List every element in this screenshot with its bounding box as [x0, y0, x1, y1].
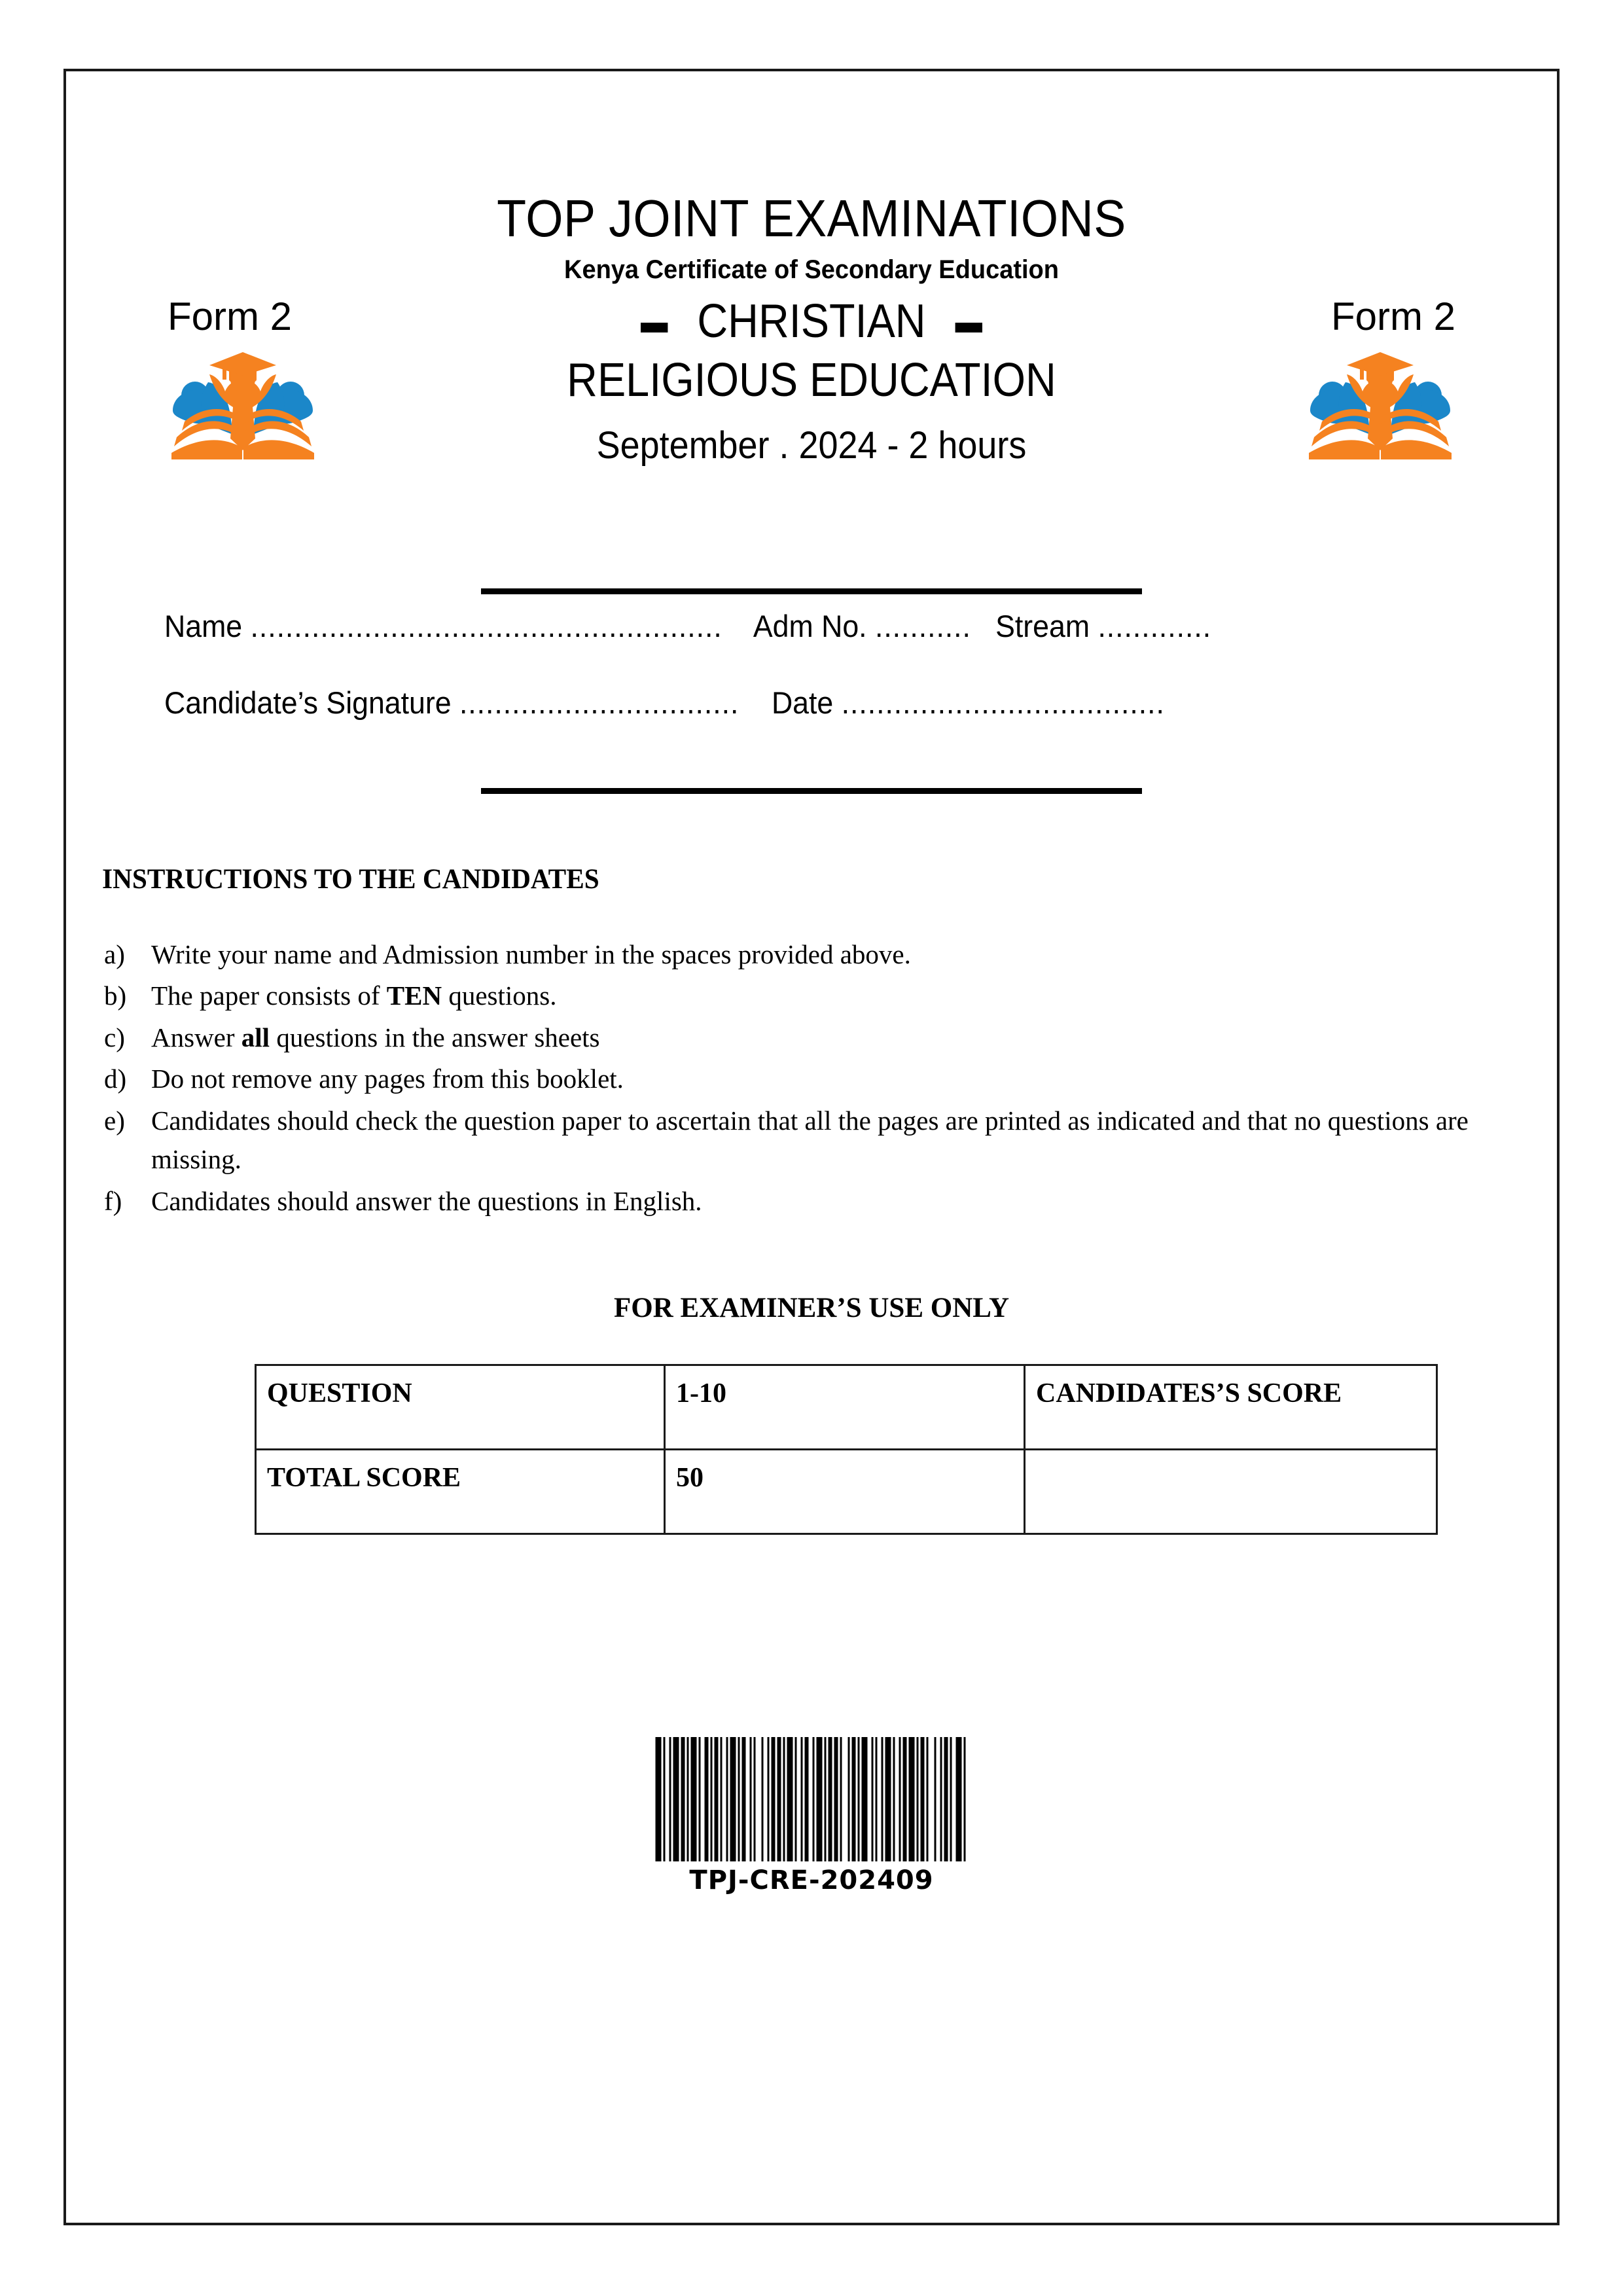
exam-page-border: [63, 69, 1560, 2225]
instruction-marker: c): [104, 1022, 125, 1052]
exam-subtitle: Kenya Certificate of Secondary Education: [564, 255, 1059, 284]
table-cell-score-header: CANDIDATES’S SCORE: [1025, 1365, 1437, 1450]
subject-stack: [419, 297, 1204, 467]
header-block: [66, 71, 1557, 500]
instruction-marker: f): [104, 1185, 122, 1216]
header-divider-top: [481, 588, 1142, 594]
adm-no-input[interactable]: ...........: [874, 609, 971, 643]
instruction-text: Candidates should answer the questions in English.: [151, 1185, 702, 1216]
table-cell-total-score-blank[interactable]: [1025, 1450, 1437, 1534]
name-input[interactable]: ......................................................: [250, 609, 722, 643]
subject-line-2: RELIGIOUS EDUCATION: [567, 353, 1056, 406]
instruction-item: [104, 977, 1524, 1015]
barcode-block: [656, 1737, 968, 1895]
stream-input[interactable]: .............: [1097, 609, 1212, 643]
barcode-label: TPJ-CRE-202409: [689, 1865, 934, 1895]
barcode-image: [656, 1737, 968, 1861]
date-label: Date: [771, 685, 834, 720]
instruction-item: [104, 935, 1524, 974]
table-cell-question-label: QUESTION: [256, 1365, 665, 1450]
instruction-text: Do not remove any pages from this booklet.: [151, 1064, 624, 1094]
candidate-signature-row: [164, 685, 1419, 721]
dash-left-icon: [641, 323, 668, 332]
school-logo-left: [168, 342, 318, 459]
signature-label: Candidate’s Signature: [164, 685, 452, 720]
date-input[interactable]: .....................................: [841, 685, 1165, 720]
date-duration: September . 2024 - 2 hours: [596, 423, 1027, 467]
form-label-left: Form 2: [168, 295, 293, 338]
instruction-text: Answer all questions in the answer sheets: [151, 1022, 600, 1052]
table-cell-total-label: TOTAL SCORE: [256, 1450, 665, 1534]
subject-line-1-row: [458, 297, 1165, 347]
dash-right-icon: [955, 323, 982, 332]
table-cell-total-value: 50: [665, 1450, 1025, 1534]
table-cell-question-range: 1-10: [665, 1365, 1025, 1450]
instruction-item: [104, 1018, 1524, 1057]
stream-label: Stream: [995, 609, 1090, 643]
candidate-fields: [164, 608, 1419, 721]
instruction-item: [104, 1060, 1524, 1098]
table-row: [256, 1450, 1437, 1534]
instruction-text: Write your name and Admission number in the spaces provided above.: [151, 939, 911, 969]
instructions-list: [104, 935, 1524, 1223]
subject-line-1: CHRISTIAN: [697, 295, 926, 348]
instruction-marker: d): [104, 1064, 127, 1094]
subject-title-row: [66, 297, 1557, 500]
name-label: Name: [164, 609, 243, 643]
instruction-marker: e): [104, 1105, 125, 1136]
instructions-heading: INSTRUCTIONS TO THE CANDIDATES: [102, 864, 599, 895]
instruction-item: [104, 1102, 1524, 1179]
table-row: [256, 1365, 1437, 1450]
instruction-item: [104, 1182, 1524, 1221]
exam-title: TOP JOINT EXAMINATIONS: [497, 189, 1126, 247]
signature-input[interactable]: ................................: [459, 685, 740, 720]
examiner-score-table: [255, 1364, 1438, 1535]
header-divider-bottom: [481, 788, 1142, 794]
candidate-name-row: [164, 608, 1419, 644]
form-label-right: Form 2: [1330, 295, 1455, 338]
school-logo-right: [1305, 342, 1455, 459]
instruction-marker: a): [104, 939, 125, 969]
adm-no-label: Adm No.: [753, 609, 867, 643]
instruction-marker: b): [104, 980, 127, 1011]
examiner-use-heading: FOR EXAMINER’S USE ONLY: [613, 1293, 1010, 1323]
instruction-text: Candidates should check the question paper to ascertain that all the pages are printed as indicated and that no questions are missing.: [151, 1105, 1469, 1175]
instruction-text: The paper consists of TEN questions.: [151, 980, 557, 1011]
